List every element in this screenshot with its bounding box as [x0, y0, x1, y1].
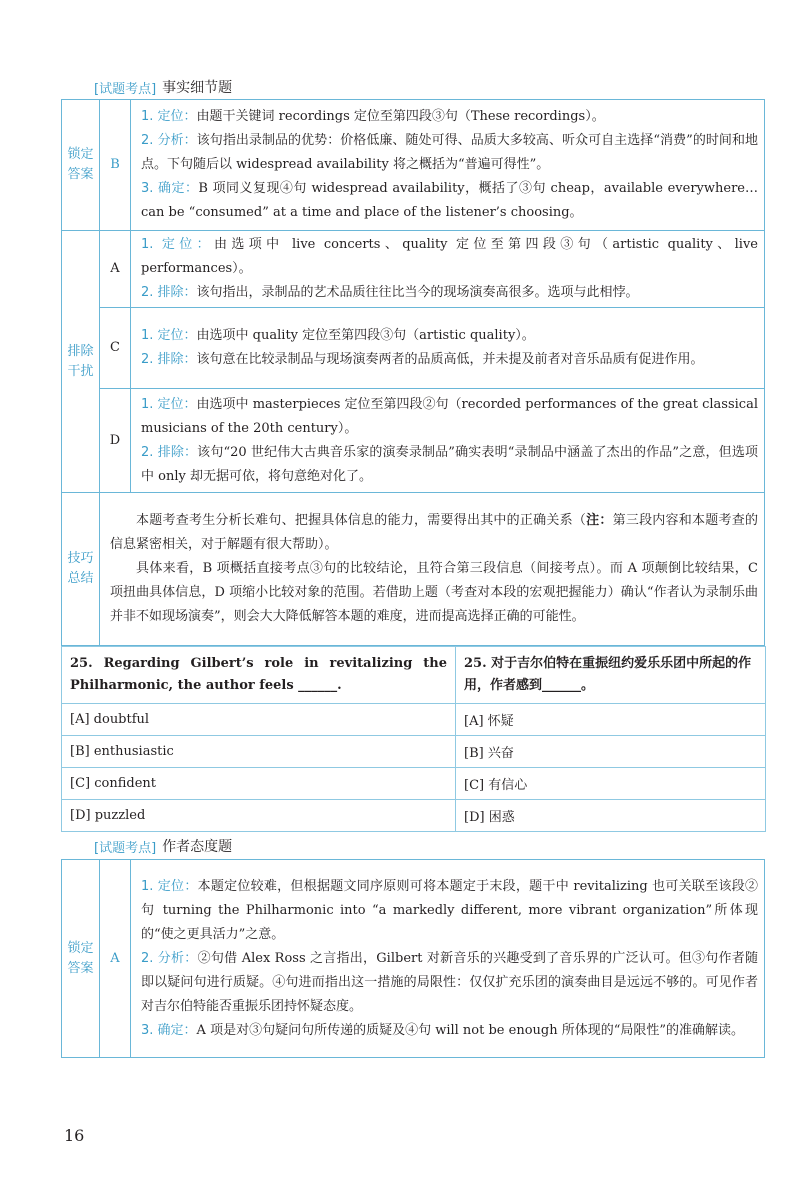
lock-answer-label: 锁定答案 [62, 100, 100, 231]
step-text: B 项同义复现④句 widespread availability，概括了③句 cheap，available everywhere…can be “consumed” at a time and place of the listener’s choosing。 [141, 181, 758, 220]
section2-analysis-table [61, 859, 765, 1058]
tips-label: 技巧总结 [62, 493, 100, 646]
exclude-content [131, 389, 765, 493]
option-c-zh: [C] 有信心 [456, 768, 766, 800]
step-label: 1. 定位： [141, 237, 215, 252]
lock-answer-step2 [141, 947, 758, 1019]
step-label: 3. 确定： [141, 181, 199, 196]
step-label: 1. 定位： [141, 396, 197, 412]
exclude-option: A [100, 231, 131, 308]
section1-header [94, 77, 232, 97]
lock-answer-option: A [100, 860, 131, 1058]
section2-title: 作者态度题 [162, 839, 233, 855]
option-d-en: [D] puzzled [62, 800, 456, 832]
option-b-en: [B] enthusiastic [62, 736, 456, 768]
tips-text: 第三段内容和本题考查的信息紧密相关，对于解题有很大帮助）。 [110, 513, 758, 552]
step-label: 1. 定位： [141, 109, 197, 124]
lock-answer-step3 [141, 177, 758, 225]
option-a-en: [A] doubtful [62, 704, 456, 736]
question-25-table [61, 646, 766, 832]
exclude-step1 [141, 233, 758, 281]
step-text: 由选项中 live concerts、quality 定位至第四段③句（artistic quality、live performances）。 [141, 237, 758, 276]
lock-answer-step3 [141, 1019, 758, 1043]
option-c-en: [C] confident [62, 768, 456, 800]
step-label: 2. 分析： [141, 133, 197, 148]
exclude-row-d [62, 389, 765, 493]
lock-answer-step2 [141, 129, 758, 177]
section2-tag: [试题考点] [94, 840, 157, 856]
step-text: ②句借 Alex Ross 之言指出，Gilbert 对新音乐的兴趣受到了音乐界的广泛认可。但③句作者随即以疑问句进行质疑。④句进而指出这一措施的局限性：仅仅扩充乐团的演奏曲目是远远不够的。可见作者对吉尔伯特能否重振乐团持怀疑态度。 [141, 950, 758, 1014]
question-stem-row [62, 647, 766, 704]
exclude-step2 [141, 348, 758, 372]
section2-header [94, 836, 232, 856]
lock-answer-content [131, 860, 765, 1058]
tips-text: 本题考查考生分析长难句、把握具体信息的能力，需要得出其中的正确关系（ [136, 513, 587, 528]
section1-analysis-table [61, 99, 765, 646]
step-text: A 项是对③句疑问句所传递的质疑及④句 will not be enough 所体现的“局限性”的准确解读。 [196, 1022, 745, 1038]
exclude-step2 [141, 281, 758, 305]
step-text: 该句意在比较录制品与现场演奏两者的品质高低，并未提及前者对音乐品质有促进作用。 [196, 352, 704, 367]
exclude-row-a [62, 231, 765, 308]
lock-answer-step1 [141, 105, 758, 129]
step-text: 本题定位较难，但根据题文同序原则可将本题定于末段，题干中 revitalizing 也可关联至该段②句 turning the Philharmonic into “a markedly different, more vibrant organization”所体现的“使之更具活力”之意。 [141, 878, 758, 942]
exclude-step1 [141, 393, 758, 441]
exclude-step1 [141, 324, 758, 348]
tips-paragraph-1 [110, 509, 758, 557]
option-a-zh: [A] 怀疑 [456, 704, 766, 736]
lock-answer-step1 [141, 875, 758, 947]
step-text: 该句指出，录制品的艺术品质往往比当今的现场演奏高很多。选项与此相悖。 [196, 285, 639, 300]
page-number: 16 [64, 1126, 85, 1145]
step-label: 2. 分析： [141, 950, 198, 966]
step-label: 1. 定位： [141, 878, 198, 894]
question-stem-en: 25. Regarding Gilbert’s role in revitalizing the Philharmonic, the author feels ______. [62, 647, 456, 704]
section1-title: 事实细节题 [162, 80, 233, 96]
exclude-label: 排除干扰 [62, 231, 100, 493]
option-d-zh: [D] 困惑 [456, 800, 766, 832]
step-label: 2. 排除： [141, 352, 197, 367]
step-text: 由选项中 quality 定位至第四段③句（artistic quality）。 [196, 328, 535, 343]
step-label: 1. 定位： [141, 328, 197, 343]
lock-answer-row [62, 860, 765, 1058]
step-text: 由题干关键词 recordings 定位至第四段③句（These recordings）。 [196, 109, 605, 124]
exclude-option: D [100, 389, 131, 493]
exclude-step2 [141, 441, 758, 489]
step-label: 3. 确定： [141, 1022, 197, 1038]
tips-row [62, 493, 765, 646]
tips-paragraph-2: 具体来看，B 项概括直接考点③句的比较结论，且符合第三段信息（间接考点）。而 A 项颠倒比较结果，C 项扭曲具体信息，D 项缩小比较对象的范围。若借助上题（考查对本段的宏观把握能力）确认“作者认为录制乐曲并非不如现场演奏”，则会大大降低解答本题的难度，进而提高选择正确的可能性。 [110, 561, 758, 624]
option-row [62, 736, 766, 768]
option-b-zh: [B] 兴奋 [456, 736, 766, 768]
option-row [62, 704, 766, 736]
step-text: 该句指出录制品的优势：价格低廉、随处可得、品质大多较高、听众可自主选择“消费”的时间和地点。下句随后以 widespread availability 将之概括为“普遍可得性”。 [141, 133, 758, 172]
exclude-option: C [100, 308, 131, 389]
exclude-content [131, 231, 765, 308]
option-row [62, 800, 766, 832]
question-stem-zh: 25. 对于吉尔伯特在重振纽约爱乐乐团中所起的作用，作者感到______。 [456, 647, 766, 704]
step-label: 2. 排除： [141, 444, 198, 460]
step-text: 该句“20 世纪伟大古典音乐家的演奏录制品”确实表明“录制品中涵盖了杰出的作品”之意，但选项中 only 却无据可依，将句意绝对化了。 [141, 444, 758, 484]
exclude-row-c [62, 308, 765, 389]
step-label: 2. 排除： [141, 285, 197, 300]
tips-content [100, 493, 765, 646]
exclude-content [131, 308, 765, 389]
tips-note-label: 注： [586, 513, 613, 528]
lock-answer-content [131, 100, 765, 231]
option-row [62, 768, 766, 800]
step-text: 由选项中 masterpieces 定位至第四段②句（recorded performances of the great classical musicians of the 20th century）。 [141, 396, 758, 436]
lock-answer-option: B [100, 100, 131, 231]
section1-tag: [试题考点] [94, 81, 157, 97]
lock-answer-label: 锁定答案 [62, 860, 100, 1058]
lock-answer-row [62, 100, 765, 231]
